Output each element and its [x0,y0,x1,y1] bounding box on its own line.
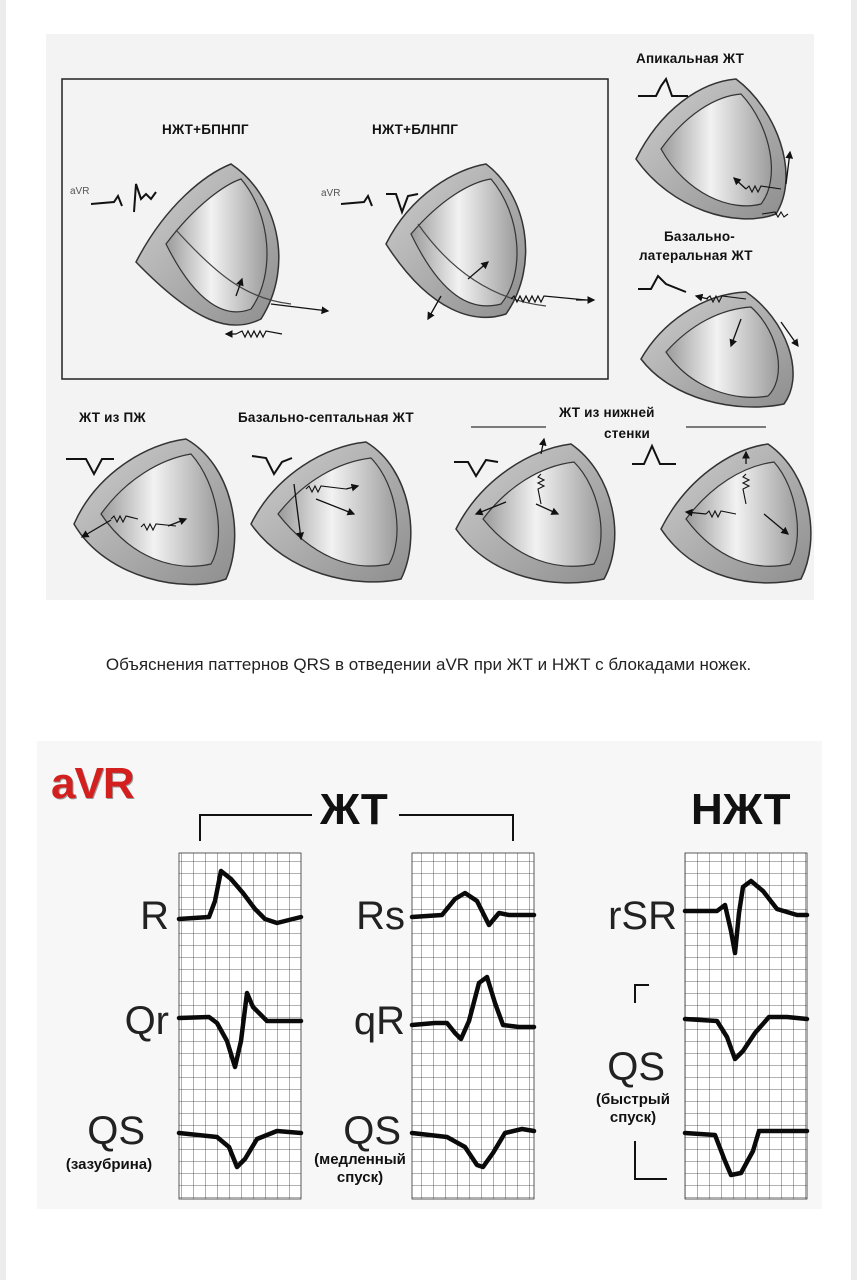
vt-group-title: ЖТ [320,785,388,834]
label-svt-rbbb: НЖТ+БПНПГ [162,122,249,137]
pattern-note-notch: (зазубрина) [65,1156,153,1173]
mini-ecg-svt-rbbb [134,184,156,212]
label-svt-lbbb: НЖТ+БЛНПГ [372,122,459,137]
svt-inset-frame [62,79,608,379]
heart-basal-septal-vt [251,442,411,582]
page-edge-right [851,0,857,1280]
pattern-label-qr-small: qR [353,999,405,1043]
pattern-note-fast-2: спуск) [609,1109,657,1126]
pattern-label-rsr: rSR [608,894,677,938]
mini-ecg-inferior-2 [632,446,676,464]
heart-apical-vt [636,79,790,219]
pattern-label-qs-2: QS [343,1109,401,1153]
label-inferior-vt-1: ЖТ из нижней [559,405,655,420]
heart-svt-rbbb [136,164,328,337]
svt-group-title: НЖТ [691,785,791,834]
label-rv-vt: ЖТ из ПЖ [79,410,146,425]
pattern-note-slow-2: спуск) [336,1169,384,1186]
pattern-label-r: R [140,894,169,938]
lead-avr-title: aVR [51,759,134,808]
heart-svt-lbbb [386,164,594,319]
label-apical-vt: Апикальная ЖТ [636,51,745,66]
grid-svt-col [685,853,807,1199]
label-basal-lateral-vt-1: Базально- [664,229,735,244]
pattern-label-qr: Qr [124,999,169,1043]
figure-vt-svt-heart-diagrams [46,34,814,600]
svt-bracket-top [635,985,649,1003]
mini-ecg-basal-lateral [638,276,686,292]
heart-diagrams-svg [46,34,814,600]
heart-inferior-vt [456,439,615,583]
mini-ecg-basal-septal [252,456,292,474]
pattern-note-fast-1: (быстрый [596,1091,670,1108]
vt-bracket-left [200,815,312,841]
label-basal-lateral-vt-2: латеральная ЖТ [639,248,753,263]
figure-avr-qrs-patterns [37,741,822,1209]
heart-basal-lateral-vt [641,292,798,407]
label-avr-1: aVR [70,186,90,197]
label-inferior-vt-2: стенки [604,426,651,441]
mini-ecg-apical [638,79,688,96]
label-basal-septal-vt: Базально-септальная ЖТ [238,410,414,425]
mini-ecg-rv [66,459,114,474]
grid-vt-col1 [179,853,301,1199]
heart-rv-vt [74,439,235,584]
pattern-note-slow-1: (медленный [314,1151,406,1168]
pattern-label-qs-1: QS [87,1109,145,1153]
heart-inferior-vt-2 [661,444,811,583]
figure-caption: Объяснения паттернов QRS в отведении aVR при ЖТ и НЖТ с блокадами ножек. [105,655,752,674]
pattern-label-qs-svt: QS [607,1045,665,1089]
vt-bracket-right [399,815,513,841]
mini-ecg-avr-1 [91,196,122,206]
mini-ecg-avr-2 [341,196,372,206]
label-avr-2: aVR [321,188,341,199]
pattern-label-rs: Rs [356,894,405,938]
mini-ecg-inferior [454,460,498,476]
svt-bracket-bottom [635,1141,667,1179]
